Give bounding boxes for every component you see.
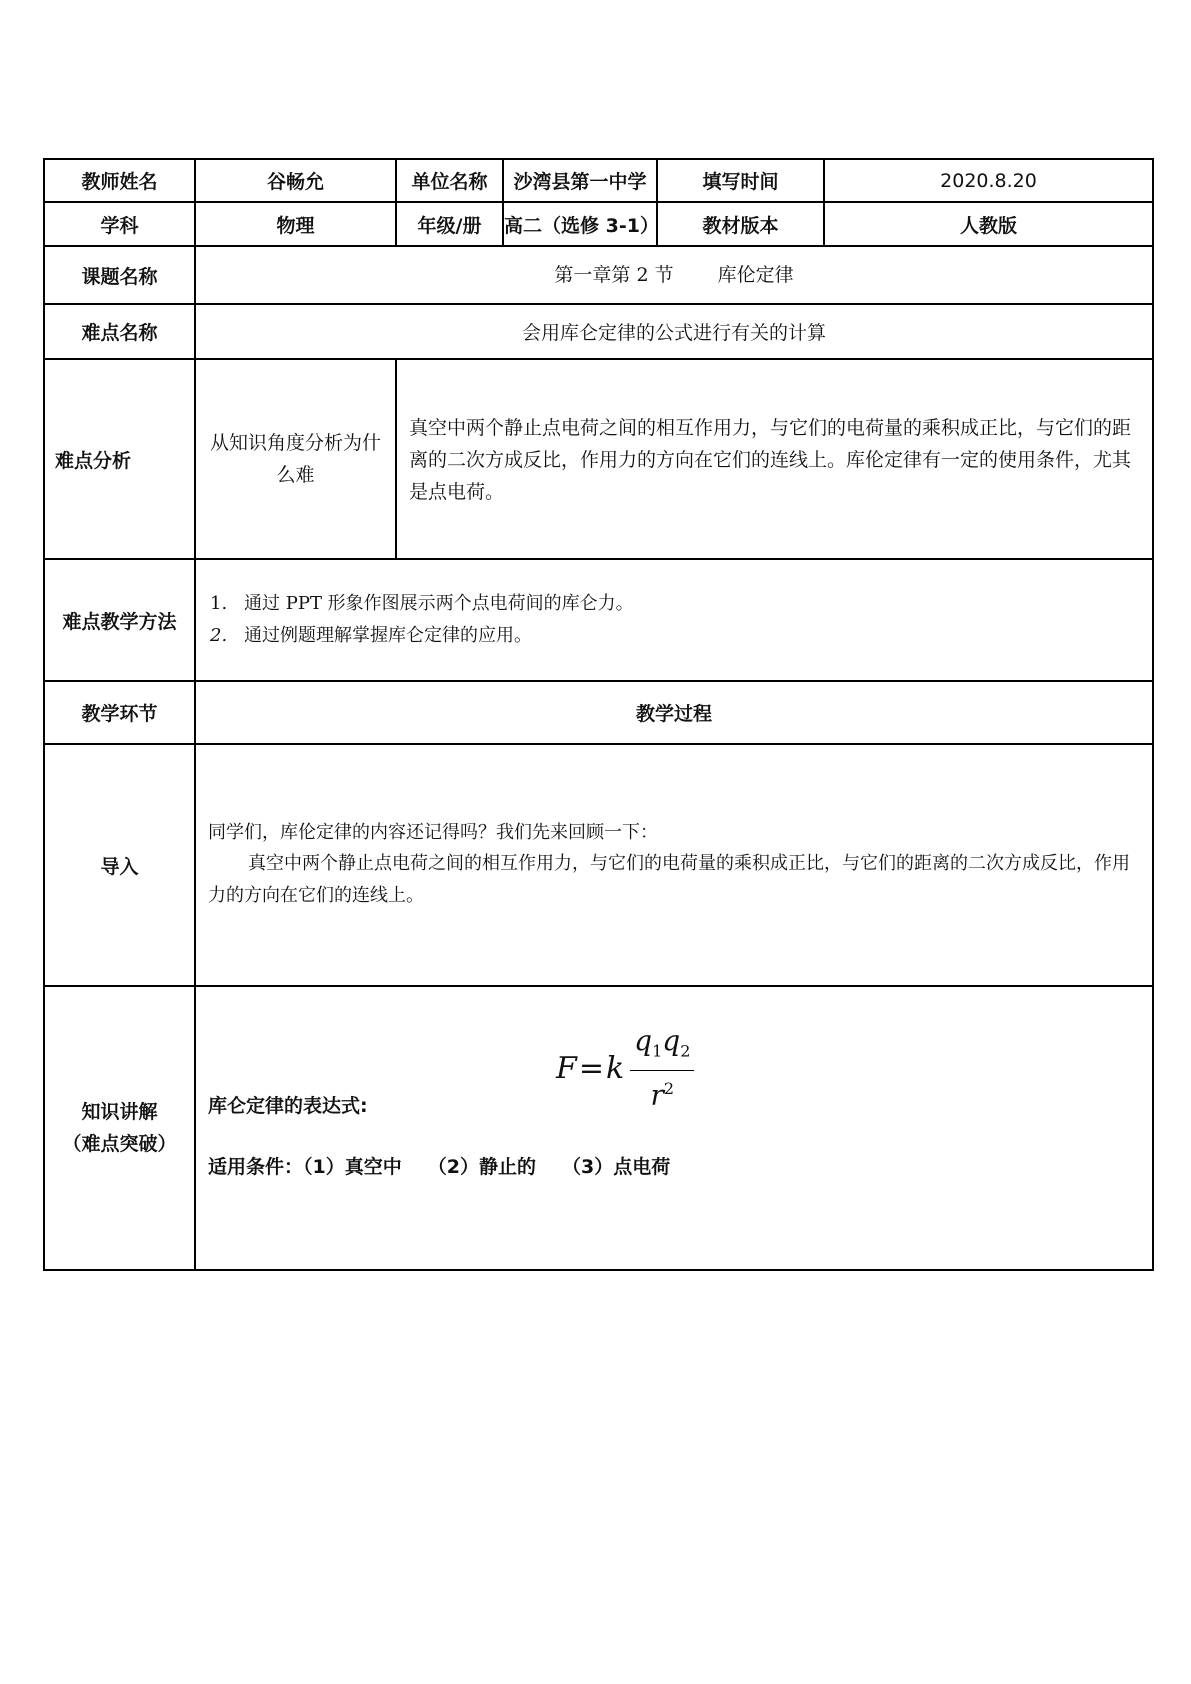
formula-fraction: [630, 1025, 694, 1113]
coulomb-formula: F = k $\frac{q_1q_2}{r^2}$: [556, 1025, 694, 1113]
topic-row: [44, 246, 1153, 304]
process-header-row: [44, 681, 1153, 744]
method-item: 1. 通过 PPT 形象作图展示两个点电荷间的库仑力。: [210, 593, 634, 614]
teacher-label: 教师姓名: [44, 159, 195, 202]
header-row-2: [44, 202, 1153, 246]
grade-label: 年级/册: [396, 202, 503, 246]
method-row: [44, 559, 1153, 681]
date-label: 填写时间: [657, 159, 824, 202]
conditions-line: [208, 1152, 696, 1179]
intro-question: 同学们，库伦定律的内容还记得吗？我们先来回顾一下：: [208, 822, 658, 843]
unit-label: 单位名称: [396, 159, 503, 202]
analysis-text: 真空中两个静止点电荷之间的相互作用力，与它们的电荷量的乘积成正比，与它们的距离的二次方成反比，作用力的方向在它们的连线上。库伦定律有一定的使用条件，尤其是点电荷。: [396, 359, 1153, 559]
topic-value: [195, 246, 1153, 304]
expression-label: 库仑定律的表达式:: [208, 1095, 368, 1117]
method-item: 2. 通过例题理解掌握库仑定律的应用。: [210, 625, 532, 646]
intro-row: [44, 744, 1153, 986]
teacher-name: 谷畅允: [195, 159, 396, 202]
textbook-value: 人教版: [824, 202, 1153, 246]
difficulty-row: [44, 304, 1153, 359]
intro-paragraph: 真空中两个静止点电荷之间的相互作用力，与它们的电荷量的乘积成正比，与它们的距离的二次方成反比，作用力的方向在它们的连线上。: [208, 853, 1130, 906]
analysis-row: [44, 359, 1153, 559]
grade-value: 高二（选修 3-1）: [503, 202, 657, 246]
lesson-plan-table: [43, 158, 1154, 1271]
difficulty-value: 会用库仑定律的公式进行有关的计算: [195, 304, 1153, 359]
topic-label: 课题名称: [44, 246, 195, 304]
process-section-title: 教学过程: [195, 681, 1153, 744]
knowledge-row: [44, 986, 1153, 1270]
knowledge-label-line2: （难点突破）: [62, 1133, 177, 1155]
intro-content: [195, 744, 1153, 986]
formula-numerator: $q_1q_2$: [630, 1025, 694, 1071]
condition-item: （2）静止的: [427, 1156, 536, 1178]
condition-item: （3）点电荷: [561, 1156, 671, 1178]
formula-denominator: $r^2$: [650, 1077, 675, 1111]
knowledge-label: [44, 986, 195, 1270]
conditions-label: 适用条件：: [208, 1156, 304, 1178]
method-list: [195, 559, 1153, 681]
analysis-sub-label: 从知识角度分析为什么难: [195, 359, 396, 559]
knowledge-content: [195, 986, 1153, 1270]
topic-chapter: 第一章第 2 节: [554, 264, 674, 286]
header-row-1: [44, 159, 1153, 202]
intro-label: 导入: [44, 744, 195, 986]
condition-item: （1）真空中: [303, 1156, 402, 1178]
subject-value: 物理: [195, 202, 396, 246]
unit-name: 沙湾县第一中学: [503, 159, 657, 202]
analysis-label: 难点分析: [44, 359, 195, 559]
process-section-label: 教学环节: [44, 681, 195, 744]
textbook-label: 教材版本: [657, 202, 824, 246]
subject-label: 学科: [44, 202, 195, 246]
knowledge-label-line1: 知识讲解: [81, 1101, 158, 1123]
difficulty-label: 难点名称: [44, 304, 195, 359]
date-value: 2020.8.20: [824, 159, 1153, 202]
topic-title: 库伦定律: [717, 264, 794, 286]
method-label: 难点教学方法: [44, 559, 195, 681]
